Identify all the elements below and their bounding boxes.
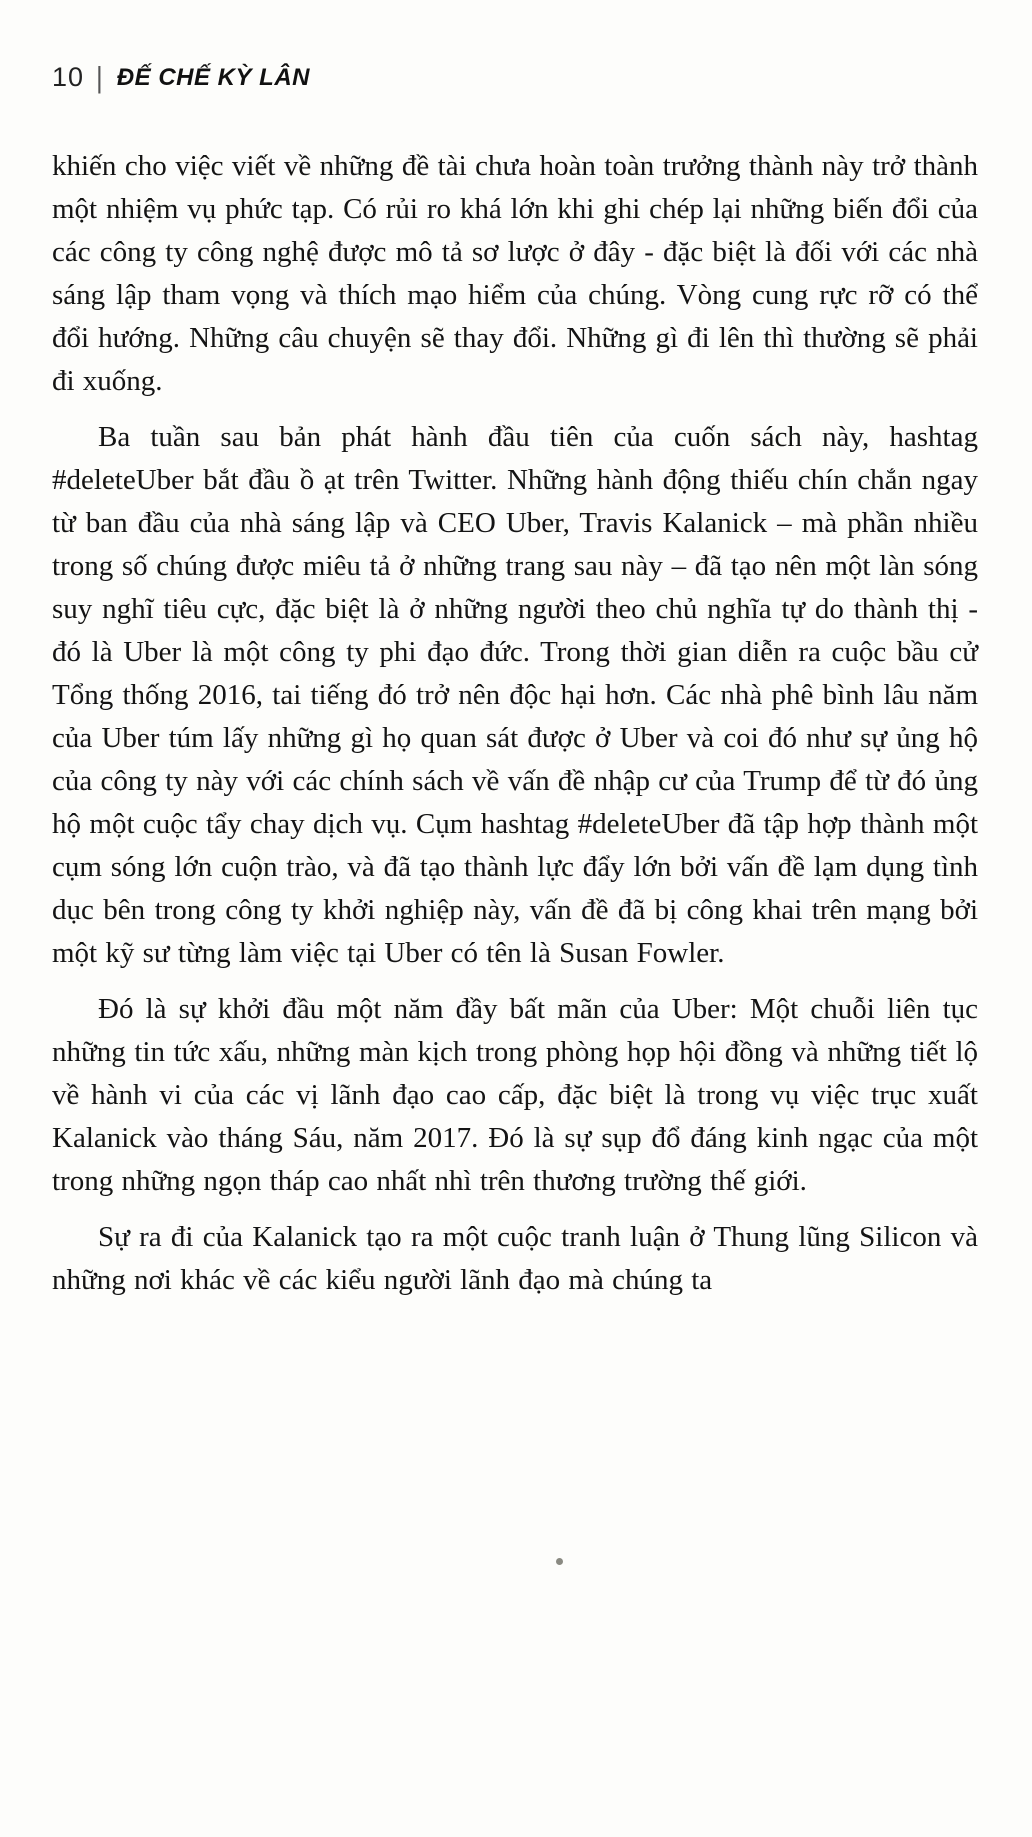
page-number: 10 [52,62,85,92]
page-body [52,145,978,1302]
page-mark-dot [556,1558,563,1565]
paragraph: Sự ra đi của Kalanick tạo ra một cuộc tranh luận ở Thung lũng Silicon và những nơi khác về các kiểu người lãnh đạo mà chúng ta [52,1221,978,1296]
page-header [52,59,978,95]
paragraph: Ba tuần sau bản phát hành đầu tiên của cuốn sách này, hashtag #deleteUber bắt đầu ồ ạt trên Twitter. Những hành động thiếu chín chắn ngay từ ban đầu của nhà sáng lập và CEO Uber, Travis Kalanick – mà phần nhiều trong số chúng được miêu tả ở những trang sau này – đã tạo nên một làn sóng suy nghĩ tiêu cực, đặc biệt là ở những người theo chủ nghĩa tự do thành thị - đó là Uber là một công ty phi đạo đức. Trong thời gian diễn ra cuộc bầu cử Tổng thống 2016, tai tiếng đó trở nên độc hại hơn. Các nhà phê bình lâu năm của Uber túm lấy những gì họ quan sát được ở Uber và coi đó như sự ủng hộ của công ty này với các chính sách về vấn đề nhập cư của Trump để từ đó ủng hộ một cuộc tẩy chay dịch vụ. Cụm hashtag #deleteUber đã tập hợp thành một cụm sóng lớn cuộn trào, và đã tạo thành lực đẩy lớn bởi vấn đề lạm dụng tình dục bên trong công ty khởi nghiệp này, vấn đề đã bị công khai trên mạng bởi một kỹ sư từng làm việc tại Uber có tên là Susan Fowler. [52,421,978,969]
paragraph: khiến cho việc viết về những đề tài chưa hoàn toàn trưởng thành này trở thành một nhiệm vụ phức tạp. Có rủi ro khá lớn khi ghi chép lại những biến đổi của các công ty công nghệ được mô tả sơ lược ở đây - đặc biệt là đối với các nhà sáng lập tham vọng và thích mạo hiểm của chúng. Vòng cung rực rỡ có thể đổi hướng. Những câu chuyện sẽ thay đổi. Những gì đi lên thì thường sẽ phải đi xuống. [52,150,978,397]
book-title: ĐẾ CHẾ KỲ LÂN [116,63,310,91]
paragraph: Đó là sự khởi đầu một năm đầy bất mãn của Uber: Một chuỗi liên tục những tin tức xấu, những màn kịch trong phòng họp hội đồng và những tiết lộ về hành vi của các vị lãnh đạo cao cấp, đặc biệt là trong vụ việc trục xuất Kalanick vào tháng Sáu, năm 2017. Đó là sự sụp đổ đáng kinh ngạc của một trong những ngọn tháp cao nhất nhì trên thương trường thế giới. [52,993,978,1197]
header-separator: | [96,59,103,95]
